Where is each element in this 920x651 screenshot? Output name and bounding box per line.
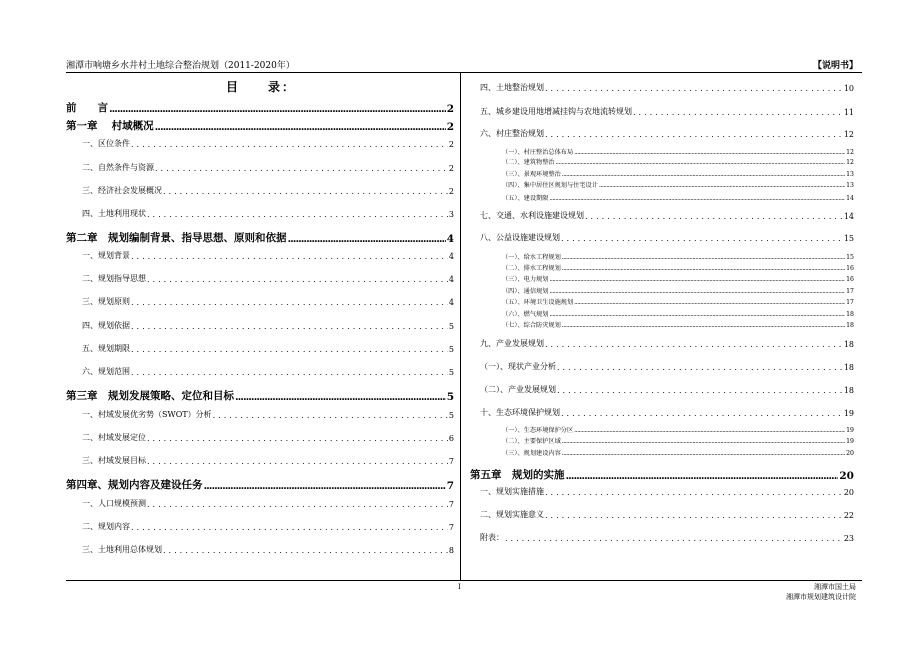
- toc-dot-leader: [155, 121, 446, 133]
- toc-entry-title: 六、村庄整治规划: [480, 129, 544, 138]
- toc-dot-leader: [633, 108, 843, 117]
- toc-entry-title: （四）、通信规划: [502, 288, 549, 295]
- footer-org-land-bureau: 湘潭市国土局: [814, 583, 856, 591]
- toc-entry-title: （四）、集中居住区规划与住宅设计: [502, 182, 598, 189]
- toc-entry-title: （五）、建设期限: [502, 195, 549, 202]
- toc-dot-leader: [549, 195, 845, 202]
- toc-entry-title: （二）、排水工程规划: [502, 265, 561, 272]
- toc-entry[interactable]: [502, 263, 854, 272]
- toc-entry-page: 17: [846, 288, 854, 295]
- toc-entry-page: 18: [846, 311, 854, 318]
- toc-entry-page: 15: [843, 234, 854, 243]
- toc-entry[interactable]: [480, 509, 854, 520]
- toc-entry-page: 18: [843, 363, 854, 372]
- toc-entry[interactable]: [66, 118, 454, 133]
- toc-entry-page: 4: [448, 275, 454, 284]
- toc-entry-page: 4: [448, 298, 454, 307]
- toc-entry-title: 九、产业发展规划: [480, 339, 544, 348]
- toc-entry-title: （六）、燃气规划: [502, 311, 549, 318]
- toc-entry[interactable]: [480, 338, 854, 349]
- toc-entry[interactable]: [82, 521, 454, 532]
- toc-dot-leader: [557, 363, 843, 372]
- toc-entry-title: 一、区位条件: [82, 139, 130, 148]
- toc-dot-leader: [562, 438, 845, 445]
- toc-entry-page: 12: [846, 149, 854, 156]
- toc-entry-page: 20: [843, 488, 854, 497]
- toc-dot-leader: [545, 340, 843, 349]
- toc-entry[interactable]: [82, 208, 454, 219]
- toc-entry-page: 2: [448, 187, 454, 196]
- toc-dot-leader: [574, 427, 845, 434]
- toc-entry-page: 22: [843, 511, 854, 520]
- toc-entry-page: 5: [448, 322, 454, 331]
- toc-entry-page: 14: [846, 195, 854, 202]
- toc-entry-page: 2: [448, 164, 454, 173]
- toc-entry[interactable]: [82, 185, 454, 196]
- toc-dot-leader: [574, 149, 845, 156]
- toc-entry[interactable]: [82, 366, 454, 377]
- toc-entry-page: 7: [448, 523, 454, 532]
- toc-entry-title: （二）、主要保护区域: [502, 438, 561, 445]
- toc-entry-title: 一、规划背景: [82, 251, 130, 260]
- toc-entry-page: 15: [846, 254, 854, 261]
- toc-entry-page: 3: [448, 210, 454, 219]
- toc-entry[interactable]: [502, 436, 854, 445]
- toc-entry-page: 20: [846, 450, 854, 457]
- toc-entry-page: 19: [846, 427, 854, 434]
- toc-entry-page: 16: [846, 276, 854, 283]
- header-rule: [66, 72, 862, 73]
- toc-dot-leader: [131, 345, 448, 354]
- toc-entry[interactable]: [82, 343, 454, 354]
- toc-dot-leader: [163, 187, 448, 196]
- toc-entry[interactable]: [480, 384, 854, 395]
- toc-entry-title: 二、自然条件与资源: [82, 163, 154, 172]
- toc-entry-title: 一、规划实施措施: [480, 487, 544, 496]
- toc-entry-page: 23: [843, 534, 854, 543]
- toc-dot-leader: [599, 182, 845, 189]
- toc-entry-page: 12: [846, 159, 854, 166]
- toc-dot-leader: [204, 480, 446, 492]
- toc-entry[interactable]: [502, 320, 854, 329]
- toc-entry-page: 8: [448, 546, 454, 555]
- toc-dot-leader: [556, 159, 846, 166]
- toc-entry[interactable]: [82, 138, 454, 149]
- toc-entry[interactable]: [502, 157, 854, 166]
- toc-entry-title: 二、规划内容: [82, 522, 130, 531]
- toc-entry-page: 2: [446, 103, 454, 115]
- toc-entry[interactable]: [502, 147, 854, 156]
- toc-dot-leader: [163, 546, 448, 555]
- toc-entry-title: 八、公益设施建设规划: [480, 233, 560, 242]
- toc-dot-leader: [574, 299, 845, 306]
- toc-entry-title: 六、规划范围: [82, 367, 130, 376]
- column-divider: [460, 73, 461, 580]
- toc-entry-page: 7: [446, 480, 454, 492]
- toc-dot-leader: [131, 368, 448, 377]
- toc-dot-leader: [147, 210, 448, 219]
- footer-rule: [66, 580, 862, 581]
- toc-entry-title: 附表：: [480, 533, 504, 542]
- toc-entry-page: 13: [846, 171, 854, 178]
- toc-entry-title: （三）、电力规划: [502, 276, 549, 283]
- toc-entry-page: 2: [446, 121, 454, 133]
- toc-dot-leader: [562, 322, 845, 329]
- toc-dot-leader: [545, 84, 843, 93]
- toc-entry-title: 一、人口规模预测: [82, 499, 146, 508]
- toc-entry-page: 4: [448, 252, 454, 261]
- toc-entry-title: 第三章 规划发展策略、定位和目标: [66, 390, 234, 402]
- toc-dot-leader: [562, 171, 845, 178]
- toc-entry[interactable]: [502, 297, 854, 306]
- toc-dot-leader: [147, 275, 448, 284]
- toc-entry[interactable]: [82, 162, 454, 173]
- toc-entry[interactable]: [502, 180, 854, 189]
- toc-entry[interactable]: [480, 106, 854, 117]
- toc-entry[interactable]: [502, 286, 854, 295]
- toc-entry-title: 五、城乡建设用地增减挂钩与农地流转规划: [480, 107, 632, 116]
- toc-entry-page: 12: [843, 130, 854, 139]
- toc-entry-page: 2: [448, 140, 454, 149]
- toc-dot-leader: [288, 233, 446, 245]
- toc-entry-page: 19: [846, 438, 854, 445]
- toc-dot-leader: [109, 103, 446, 115]
- toc-entry-title: （五）、环境卫生设施规划: [502, 299, 574, 306]
- toc-entry[interactable]: [82, 432, 454, 443]
- toc-entry[interactable]: [502, 274, 854, 283]
- toc-dot-leader: [545, 488, 843, 497]
- toc-entry[interactable]: [480, 361, 854, 372]
- toc-entry-page: 10: [843, 84, 854, 93]
- toc-dot-leader: [585, 212, 843, 221]
- toc-entry[interactable]: [480, 82, 854, 93]
- toc-entry-title: 前 言: [66, 102, 108, 114]
- toc-entry-title: （二）、建筑物整治: [502, 159, 555, 166]
- toc-dot-leader: [147, 457, 448, 466]
- toc-entry-title: 七、交通、水利设施建设规划: [480, 211, 584, 220]
- toc-entry-page: 19: [843, 409, 854, 418]
- toc-entry-page: 11: [843, 108, 854, 117]
- toc-entry-title: 三、村域发展目标: [82, 456, 146, 465]
- toc-entry-title: 第一章 村域概况: [66, 120, 154, 132]
- toc-entry-title: 第二章 规划编制背景、指导思想、原则和依据: [66, 232, 287, 244]
- toc-dot-leader: [545, 511, 843, 520]
- toc-entry-title: 四、土地利用现状: [82, 209, 146, 218]
- toc-dot-leader: [549, 276, 845, 283]
- toc-entry[interactable]: [82, 296, 454, 307]
- toc-entry[interactable]: [502, 309, 854, 318]
- toc-entry-page: 17: [846, 299, 854, 306]
- document-header-title: 湘潭市响塘乡水井村土地综合整治规划（2011-2020年）: [66, 61, 295, 71]
- toc-entry[interactable]: [66, 100, 454, 115]
- toc-dot-leader: [131, 140, 448, 149]
- toc-entry[interactable]: [502, 169, 854, 178]
- toc-entry-title: 二、规划实施意义: [480, 510, 544, 519]
- toc-dot-leader: [131, 252, 448, 261]
- toc-entry[interactable]: [480, 532, 854, 543]
- toc-dot-leader: [561, 409, 843, 418]
- toc-entry-page: 18: [843, 386, 854, 395]
- toc-dot-leader: [131, 298, 448, 307]
- toc-entry[interactable]: [82, 498, 454, 509]
- toc-entry-title: 第四章、规划内容及建设任务: [66, 479, 203, 491]
- toc-entry-title: 二、规划指导思想: [82, 274, 146, 283]
- toc-entry[interactable]: [82, 409, 454, 420]
- toc-entry[interactable]: [82, 250, 454, 261]
- toc-dot-leader: [213, 411, 448, 420]
- toc-entry-title: 四、规划依据: [82, 321, 130, 330]
- toc-entry[interactable]: [82, 320, 454, 331]
- footer-org-design-institute: 湘潭市规划建筑设计院: [786, 593, 856, 601]
- toc-dot-leader: [562, 450, 845, 457]
- toc-entry-title: 三、规划原则: [82, 297, 130, 306]
- toc-entry[interactable]: [480, 407, 854, 418]
- toc-dot-leader: [505, 534, 843, 543]
- toc-entry-title: （二）、产业发展规划: [480, 385, 556, 394]
- toc-entry[interactable]: [502, 425, 854, 434]
- toc-entry-page: 13: [846, 182, 854, 189]
- toc-entry[interactable]: [470, 467, 854, 482]
- toc-dot-leader: [131, 322, 448, 331]
- toc-entry-page: 5: [448, 368, 454, 377]
- toc-dot-leader: [561, 234, 843, 243]
- toc-entry-title: （一）、给水工程规划: [502, 254, 561, 261]
- toc-entry[interactable]: [480, 128, 854, 139]
- toc-dot-leader: [147, 500, 448, 509]
- toc-entry-title: 一、村域发展优劣势（SWOT）分析: [82, 410, 212, 419]
- toc-entry[interactable]: [82, 544, 454, 555]
- toc-entry-title: （三）、规划建设内容: [502, 450, 561, 457]
- toc-entry-title: （一）、现状产业分析: [480, 362, 556, 371]
- toc-entry-title: （一）、生态环境保护分区: [502, 427, 574, 434]
- footer-organizations: [786, 582, 856, 602]
- toc-entry-page: 7: [448, 500, 454, 509]
- toc-title: 目 录：: [226, 80, 297, 94]
- toc-entry-page: 7: [448, 457, 454, 466]
- toc-dot-leader: [562, 254, 845, 261]
- toc-entry-page: 18: [846, 322, 854, 329]
- toc-entry-title: 三、经济社会发展概况: [82, 186, 162, 195]
- toc-dot-leader: [562, 265, 845, 272]
- toc-dot-leader: [557, 386, 843, 395]
- toc-entry[interactable]: [66, 388, 454, 403]
- document-type-label: 【说明书】: [812, 61, 858, 71]
- toc-entry-page: 20: [839, 470, 854, 482]
- toc-dot-leader: [549, 311, 845, 318]
- toc-dot-leader: [131, 523, 448, 532]
- toc-entry-title: 二、村域发展定位: [82, 433, 146, 442]
- toc-dot-leader: [545, 130, 843, 139]
- toc-entry[interactable]: [82, 273, 454, 284]
- toc-entry[interactable]: [502, 252, 854, 261]
- toc-dot-leader: [549, 288, 845, 295]
- toc-entry-title: （三）、景观环境整治: [502, 171, 561, 178]
- toc-entry-page: 6: [448, 434, 454, 443]
- toc-entry-title: 五、规划期限: [82, 344, 130, 353]
- toc-entry-title: 十、生态环境保护规划: [480, 408, 560, 417]
- toc-dot-leader: [147, 434, 448, 443]
- toc-entry-title: （一）、村庄整治总体布局: [502, 149, 574, 156]
- toc-entry-title: （七）、综合防灾规划: [502, 322, 561, 329]
- toc-entry-page: 18: [843, 340, 854, 349]
- toc-entry-page: 5: [446, 391, 454, 403]
- toc-dot-leader: [566, 470, 839, 482]
- toc-entry[interactable]: [480, 210, 854, 221]
- toc-entry[interactable]: [480, 232, 854, 243]
- toc-dot-leader: [155, 164, 448, 173]
- toc-entry-title: 三、土地利用总体规划: [82, 545, 162, 554]
- toc-entry[interactable]: [480, 486, 854, 497]
- page-number: I: [458, 583, 461, 591]
- toc-entry-title: 第五章 规划的实施: [470, 469, 565, 481]
- toc-entry-page: 16: [846, 265, 854, 272]
- toc-entry-page: 5: [448, 411, 454, 420]
- toc-entry-page: 14: [843, 212, 854, 221]
- toc-entry[interactable]: [502, 193, 854, 202]
- toc-entry[interactable]: [82, 455, 454, 466]
- toc-entry-page: 4: [446, 233, 454, 245]
- toc-entry[interactable]: [66, 477, 454, 492]
- toc-entry[interactable]: [66, 230, 454, 245]
- toc-entry-page: 5: [448, 345, 454, 354]
- toc-dot-leader: [235, 391, 446, 403]
- toc-entry[interactable]: [502, 448, 854, 457]
- toc-entry-title: 四、土地整治规划: [480, 83, 544, 92]
